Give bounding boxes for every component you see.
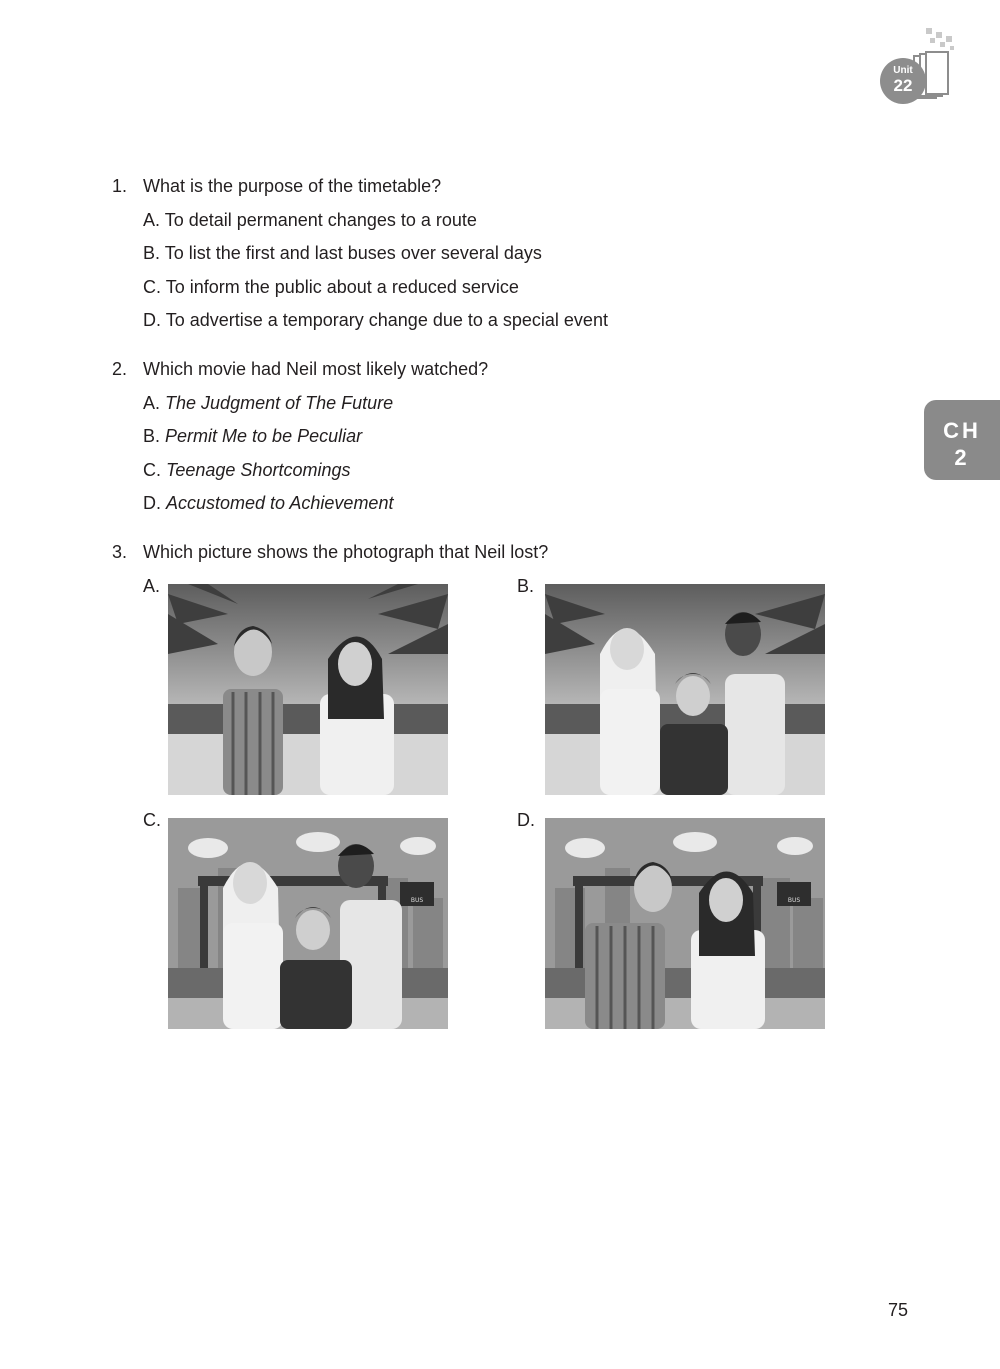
picture-couple-at-bus-stop — [545, 818, 825, 1029]
q2-option-a — [143, 393, 393, 414]
question-3 — [112, 542, 548, 563]
q2-option-b — [143, 426, 362, 447]
unit-number-circle — [880, 58, 926, 104]
option-letter: C. — [143, 277, 161, 297]
option-text: To advertise a temporary change due to a special event — [165, 310, 608, 330]
unit-badge — [878, 24, 958, 104]
option-letter: A. — [143, 210, 161, 230]
picture-couple-at-beach — [168, 584, 448, 795]
q2-option-c — [143, 460, 350, 481]
picture-family-at-beach — [545, 584, 825, 795]
bus-sign-text: BUS — [787, 897, 801, 904]
question-number: 2. — [112, 359, 128, 379]
option-letter: D. — [143, 310, 161, 330]
picture-family-at-bus-stop — [168, 818, 448, 1029]
bus-sign-text: BUS — [410, 897, 424, 904]
option-letter: B. — [143, 426, 161, 446]
q3-option-a-label: A. — [143, 576, 161, 596]
chapter-tab-label: CH — [943, 418, 981, 443]
option-letter: A. — [143, 393, 161, 413]
option-letter: C. — [143, 460, 161, 480]
chapter-tab — [924, 400, 1000, 480]
option-text: Accustomed to Achievement — [166, 493, 394, 513]
page-number: 75 — [888, 1300, 909, 1320]
question-1 — [112, 176, 441, 197]
q1-option-a — [143, 210, 477, 231]
question-number: 3. — [112, 542, 128, 562]
q3-option-d-label: D. — [517, 810, 535, 830]
question-text: Which movie had Neil most likely watched? — [143, 359, 489, 379]
option-letter: B. — [143, 243, 161, 263]
option-letter: D. — [143, 493, 161, 513]
question-number: 1. — [112, 176, 128, 196]
option-text: To inform the public about a reduced service — [165, 277, 519, 297]
q3-option-b-label: B. — [517, 576, 535, 596]
option-text: Teenage Shortcomings — [166, 460, 351, 480]
option-text: Permit Me to be Peculiar — [165, 426, 363, 446]
option-text: To list the first and last buses over several days — [164, 243, 542, 263]
chapter-tab-number: 2 — [954, 445, 970, 470]
q3-option-c-label: C. — [143, 810, 161, 830]
q2-option-d — [143, 493, 393, 514]
question-text: What is the purpose of the timetable? — [143, 176, 442, 196]
q1-option-b — [143, 243, 542, 264]
option-text: To detail permanent changes to a route — [164, 210, 477, 230]
unit-label: Unit — [893, 65, 913, 76]
option-text: The Judgment of The Future — [165, 393, 394, 413]
unit-number: 22 — [893, 76, 913, 95]
q1-option-d — [143, 310, 608, 331]
question-2 — [112, 359, 488, 380]
q1-option-c — [143, 277, 519, 298]
question-text: Which picture shows the photograph that Neil lost? — [143, 542, 549, 562]
